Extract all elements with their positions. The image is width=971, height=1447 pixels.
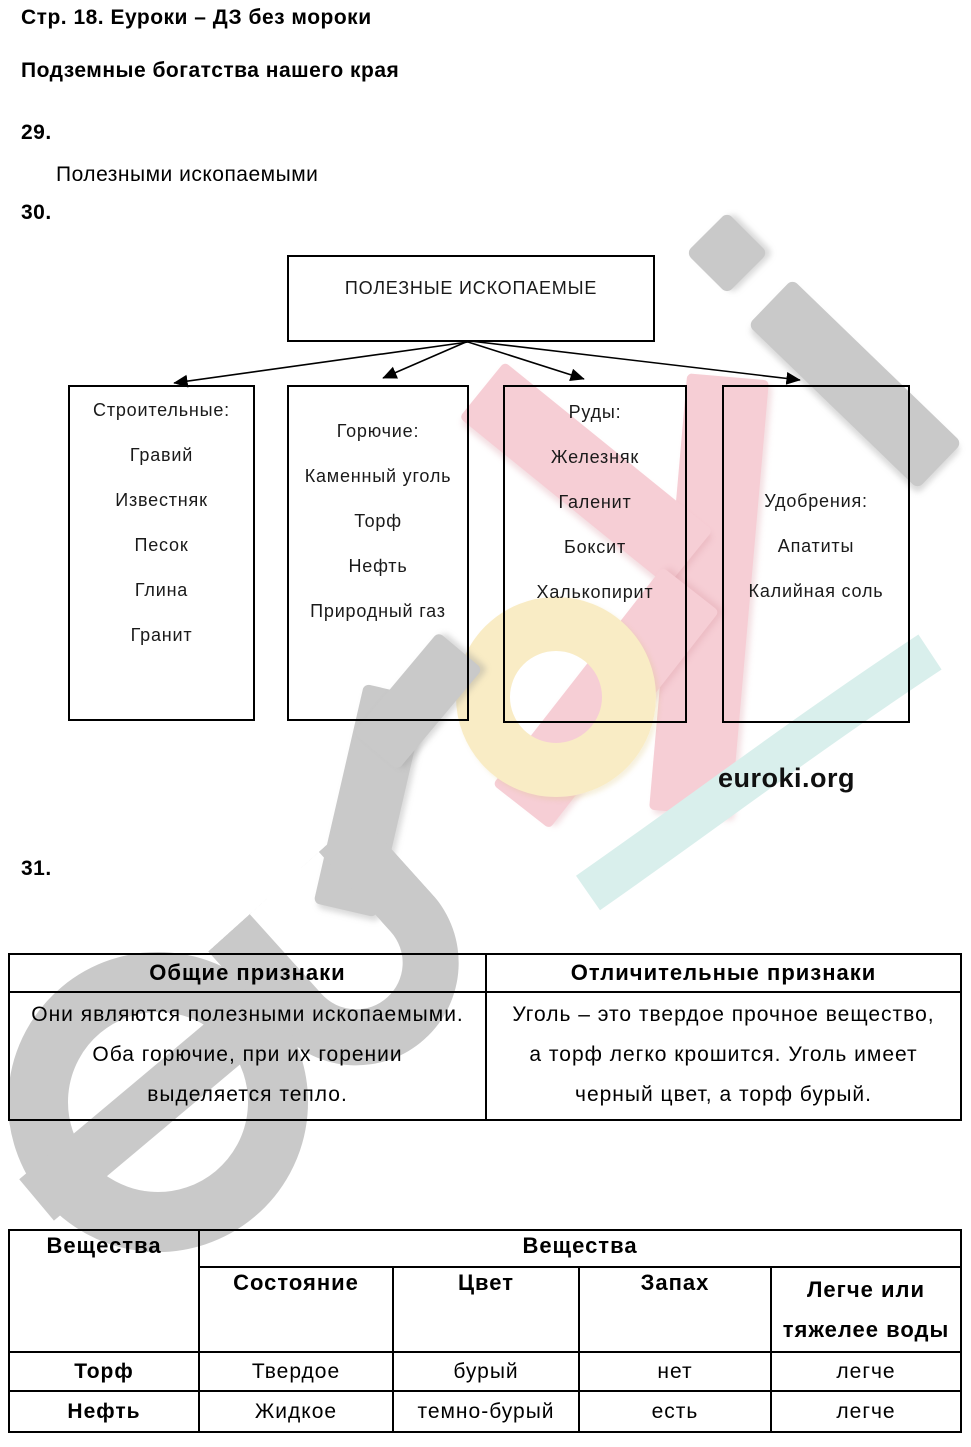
header-line: тяжелее воды bbox=[782, 1317, 950, 1342]
branch-item: Халькопирит bbox=[536, 582, 654, 602]
table-row bbox=[9, 1352, 961, 1391]
column-header-color: Цвет bbox=[393, 1267, 579, 1352]
cell-line: Они являются полезными ископаемыми. bbox=[31, 1003, 464, 1026]
branch-item: Торф bbox=[354, 511, 402, 531]
branch-item: Известняк bbox=[115, 490, 208, 510]
branch-item: Гранит bbox=[130, 625, 193, 645]
page-title: Стр. 18. Еуроки – ДЗ без мороки bbox=[21, 6, 372, 29]
row-color: темно-бурый bbox=[393, 1391, 579, 1432]
branch-item: Калийная соль bbox=[748, 581, 884, 601]
row-smell: нет bbox=[579, 1352, 771, 1391]
branch-title: Удобрения: bbox=[764, 491, 868, 511]
branch-item: Песок bbox=[134, 535, 189, 555]
branch-item: Железняк bbox=[550, 447, 640, 467]
branch-title: Строительные: bbox=[93, 400, 230, 420]
row-water: легче bbox=[771, 1391, 961, 1432]
column-header-water bbox=[771, 1267, 961, 1352]
branch-title: Горючие: bbox=[336, 421, 420, 441]
row-smell: есть bbox=[579, 1391, 771, 1432]
row-color: бурый bbox=[393, 1352, 579, 1391]
table-row bbox=[9, 1391, 961, 1432]
task-29-number: 29. bbox=[21, 121, 52, 144]
task-30-number: 30. bbox=[21, 201, 52, 224]
comparison-header-distinct: Отличительные признаки bbox=[486, 954, 961, 992]
branch-item: Гравий bbox=[129, 445, 194, 465]
cell-line: черный цвет, а торф бурый. bbox=[575, 1083, 872, 1106]
substances-group-header: Вещества bbox=[199, 1230, 961, 1267]
cell-line: Уголь – это твердое прочное вещество, bbox=[512, 1003, 935, 1026]
diagram-branch-fuel bbox=[287, 385, 469, 721]
page-subtitle: Подземные богатства нашего края bbox=[21, 59, 400, 82]
comparison-table bbox=[8, 953, 962, 1121]
branch-item: Каменный уголь bbox=[304, 466, 452, 486]
diagram-root-label: ПОЛЕЗНЫЕ ИСКОПАЕМЫЕ bbox=[344, 278, 598, 298]
comparison-cell-common bbox=[9, 992, 486, 1120]
comparison-cell-distinct bbox=[486, 992, 961, 1120]
branch-item: Апатиты bbox=[777, 536, 855, 556]
diagram-root-box bbox=[287, 255, 655, 342]
diagram-branch-ores bbox=[503, 385, 687, 723]
branch-item: Нефть bbox=[348, 556, 408, 576]
arrow-to-branch-4 bbox=[470, 341, 800, 380]
row-name: Нефть bbox=[9, 1391, 199, 1432]
task-31-number: 31. bbox=[21, 857, 52, 880]
branch-item: Галенит bbox=[558, 492, 632, 512]
branch-item: Глина bbox=[134, 580, 189, 600]
branch-item: Природный газ bbox=[310, 601, 446, 621]
cell-line: Оба горючие, при их горении bbox=[92, 1043, 403, 1066]
column-header-state: Состояние bbox=[199, 1267, 393, 1352]
column-header-smell: Запах bbox=[579, 1267, 771, 1352]
site-label: euroki.org bbox=[718, 763, 856, 793]
cell-line: а торф легко крошится. Уголь имеет bbox=[529, 1043, 918, 1066]
substances-corner-header: Вещества bbox=[9, 1230, 199, 1352]
task-29-answer: Полезными ископаемыми bbox=[56, 163, 319, 186]
diagram-branch-fertilizers bbox=[722, 385, 910, 723]
arrow-to-branch-1 bbox=[174, 342, 468, 383]
row-state: Твердое bbox=[199, 1352, 393, 1391]
branch-item: Боксит bbox=[564, 537, 626, 557]
cell-line: выделяется тепло. bbox=[147, 1083, 348, 1106]
comparison-header-common: Общие признаки bbox=[9, 954, 486, 992]
row-state: Жидкое bbox=[199, 1391, 393, 1432]
row-water: легче bbox=[771, 1352, 961, 1391]
diagram-branch-building bbox=[68, 385, 255, 721]
substances-table bbox=[8, 1229, 962, 1433]
branch-title: Руды: bbox=[568, 402, 622, 422]
row-name: Торф bbox=[9, 1352, 199, 1391]
header-line: Легче или bbox=[807, 1277, 925, 1302]
